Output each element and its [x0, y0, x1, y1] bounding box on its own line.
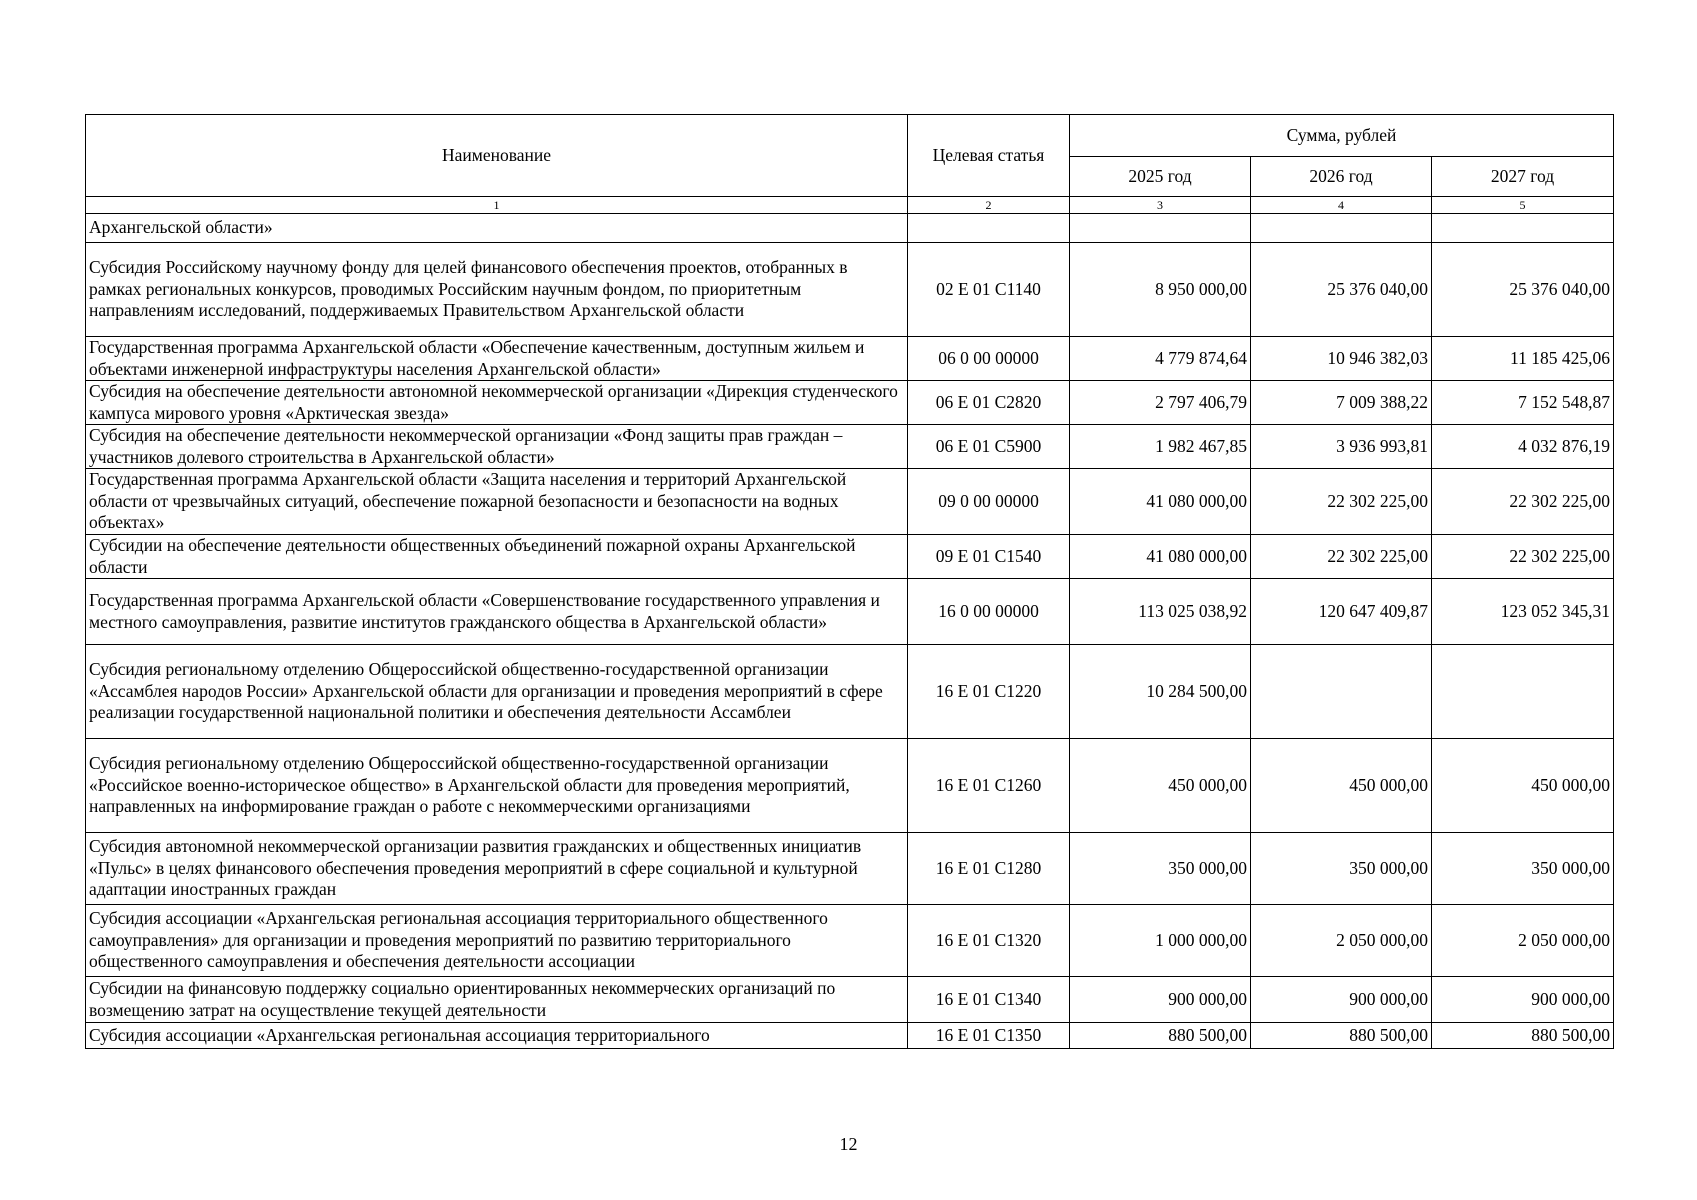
row-name: Субсидия региональному отделению Общероссийской общественно-государственной организации «Российское военно-историческое общество» в Архангельской области для проведения мероприятий, направленных на информирование граждан о работе с некоммерческими организациями — [86, 739, 908, 833]
row-amount-2025: 450 000,00 — [1070, 739, 1251, 833]
header-name: Наименование — [86, 115, 908, 197]
row-name: Субсидия региональному отделению Общероссийской общественно-государственной организации «Ассамблея народов России» Архангельской области для организации и проведения мероприятий в сфере реализации государственной национальной политики и обеспечения деятельности Ассамблеи — [86, 645, 908, 739]
table-body — [86, 214, 1614, 1049]
header-year-2027: 2027 год — [1432, 157, 1614, 197]
table-row — [86, 645, 1614, 739]
row-amount-2026: 3 936 993,81 — [1251, 425, 1432, 469]
table-row — [86, 579, 1614, 645]
row-name: Субсидия на обеспечение деятельности автономной некоммерческой организации «Дирекция студенческого кампуса мирового уровня «Арктическая звезда» — [86, 381, 908, 425]
row-amount-2026: 22 302 225,00 — [1251, 469, 1432, 535]
row-amount-2025: 41 080 000,00 — [1070, 535, 1251, 579]
row-amount-2027: 25 376 040,00 — [1432, 243, 1614, 337]
row-amount-2025: 2 797 406,79 — [1070, 381, 1251, 425]
row-amount-2027: 7 152 548,87 — [1432, 381, 1614, 425]
row-amount-2027: 450 000,00 — [1432, 739, 1614, 833]
row-amount-2025: 113 025 038,92 — [1070, 579, 1251, 645]
table-row — [86, 337, 1614, 381]
row-amount-2026: 120 647 409,87 — [1251, 579, 1432, 645]
row-amount-2026 — [1251, 645, 1432, 739]
row-code: 02 Е 01 С1140 — [908, 243, 1070, 337]
row-name: Субсидии на финансовую поддержку социально ориентированных некоммерческих организаций по возмещению затрат на осуществление текущей деятельности — [86, 977, 908, 1023]
row-amount-2027: 22 302 225,00 — [1432, 469, 1614, 535]
table-row — [86, 425, 1614, 469]
row-amount-2025: 1 000 000,00 — [1070, 905, 1251, 977]
row-amount-2027: 22 302 225,00 — [1432, 535, 1614, 579]
table-row — [86, 833, 1614, 905]
row-name: Государственная программа Архангельской области «Обеспечение качественным, доступным жильем и объектами инженерной инфраструктуры населения Архангельской области» — [86, 337, 908, 381]
column-number: 4 — [1251, 197, 1432, 214]
row-amount-2027: 880 500,00 — [1432, 1023, 1614, 1049]
budget-table — [85, 114, 1614, 1049]
row-code — [908, 214, 1070, 243]
row-code: 16 Е 01 С1280 — [908, 833, 1070, 905]
table-row — [86, 905, 1614, 977]
header-sum: Сумма, рублей — [1070, 115, 1614, 157]
row-amount-2026: 450 000,00 — [1251, 739, 1432, 833]
row-name: Субсидия на обеспечение деятельности некоммерческой организации «Фонд защиты прав граждан – участников долевого строительства в Архангельской области» — [86, 425, 908, 469]
table-row — [86, 214, 1614, 243]
row-amount-2025: 8 950 000,00 — [1070, 243, 1251, 337]
row-amount-2027: 11 185 425,06 — [1432, 337, 1614, 381]
row-amount-2025: 1 982 467,85 — [1070, 425, 1251, 469]
row-amount-2027: 4 032 876,19 — [1432, 425, 1614, 469]
row-code: 16 Е 01 С1320 — [908, 905, 1070, 977]
page-number: 12 — [839, 1134, 858, 1154]
row-code: 06 Е 01 С5900 — [908, 425, 1070, 469]
column-number: 1 — [86, 197, 908, 214]
row-amount-2026 — [1251, 214, 1432, 243]
row-code: 06 0 00 00000 — [908, 337, 1070, 381]
row-code: 16 0 00 00000 — [908, 579, 1070, 645]
table-row — [86, 739, 1614, 833]
row-amount-2027: 123 052 345,31 — [1432, 579, 1614, 645]
column-number: 3 — [1070, 197, 1251, 214]
header-year-2025: 2025 год — [1070, 157, 1251, 197]
column-number: 5 — [1432, 197, 1614, 214]
row-code: 06 Е 01 С2820 — [908, 381, 1070, 425]
row-name: Субсидия автономной некоммерческой организации развития гражданских и общественных инициатив «Пульс» в целях финансового обеспечения проведения мероприятий в сфере социальной и культурной адаптации иностранных граждан — [86, 833, 908, 905]
row-amount-2027: 2 050 000,00 — [1432, 905, 1614, 977]
table-row — [86, 977, 1614, 1023]
row-amount-2026: 350 000,00 — [1251, 833, 1432, 905]
row-code: 09 Е 01 С1540 — [908, 535, 1070, 579]
table-row — [86, 1023, 1614, 1049]
row-amount-2027: 350 000,00 — [1432, 833, 1614, 905]
row-name: Субсидия ассоциации «Архангельская региональная ассоциация территориального — [86, 1023, 908, 1049]
row-amount-2026: 25 376 040,00 — [1251, 243, 1432, 337]
row-amount-2027 — [1432, 645, 1614, 739]
row-name: Субсидия Российскому научному фонду для целей финансового обеспечения проектов, отобранных в рамках региональных конкурсов, проводимых Российским научным фондом, по приоритетным направлениям исследований, поддерживаемых Правительством Архангельской области — [86, 243, 908, 337]
row-amount-2026: 22 302 225,00 — [1251, 535, 1432, 579]
row-amount-2026: 900 000,00 — [1251, 977, 1432, 1023]
row-code: 16 Е 01 С1220 — [908, 645, 1070, 739]
table-row — [86, 535, 1614, 579]
row-code: 16 Е 01 С1340 — [908, 977, 1070, 1023]
row-amount-2025 — [1070, 214, 1251, 243]
row-code: 09 0 00 00000 — [908, 469, 1070, 535]
table-row — [86, 469, 1614, 535]
row-amount-2025: 880 500,00 — [1070, 1023, 1251, 1049]
row-name: Архангельской области» — [86, 214, 908, 243]
row-amount-2026: 7 009 388,22 — [1251, 381, 1432, 425]
row-name: Государственная программа Архангельской области «Совершенствование государственного управления и местного самоуправления, развитие институтов гражданского общества в Архангельской области» — [86, 579, 908, 645]
row-amount-2025: 900 000,00 — [1070, 977, 1251, 1023]
row-amount-2026: 2 050 000,00 — [1251, 905, 1432, 977]
row-amount-2025: 4 779 874,64 — [1070, 337, 1251, 381]
row-amount-2027: 900 000,00 — [1432, 977, 1614, 1023]
table-row — [86, 381, 1614, 425]
row-name: Субсидия ассоциации «Архангельская региональная ассоциация территориального общественного самоуправления» для организации и проведения мероприятий по развитию территориального общественного самоуправления и обеспечения деятельности ассоциации — [86, 905, 908, 977]
header-code: Целевая статья — [908, 115, 1070, 197]
row-code: 16 Е 01 С1260 — [908, 739, 1070, 833]
row-code: 16 Е 01 С1350 — [908, 1023, 1070, 1049]
table-row — [86, 243, 1614, 337]
row-name: Субсидии на обеспечение деятельности общественных объединений пожарной охраны Архангельской области — [86, 535, 908, 579]
row-amount-2026: 880 500,00 — [1251, 1023, 1432, 1049]
column-number: 2 — [908, 197, 1070, 214]
header-year-2026: 2026 год — [1251, 157, 1432, 197]
row-amount-2027 — [1432, 214, 1614, 243]
row-amount-2025: 10 284 500,00 — [1070, 645, 1251, 739]
row-name: Государственная программа Архангельской области «Защита населения и территорий Архангельской области от чрезвычайных ситуаций, обеспечение пожарной безопасности и безопасности на водных объектах» — [86, 469, 908, 535]
row-amount-2025: 350 000,00 — [1070, 833, 1251, 905]
row-amount-2026: 10 946 382,03 — [1251, 337, 1432, 381]
row-amount-2025: 41 080 000,00 — [1070, 469, 1251, 535]
